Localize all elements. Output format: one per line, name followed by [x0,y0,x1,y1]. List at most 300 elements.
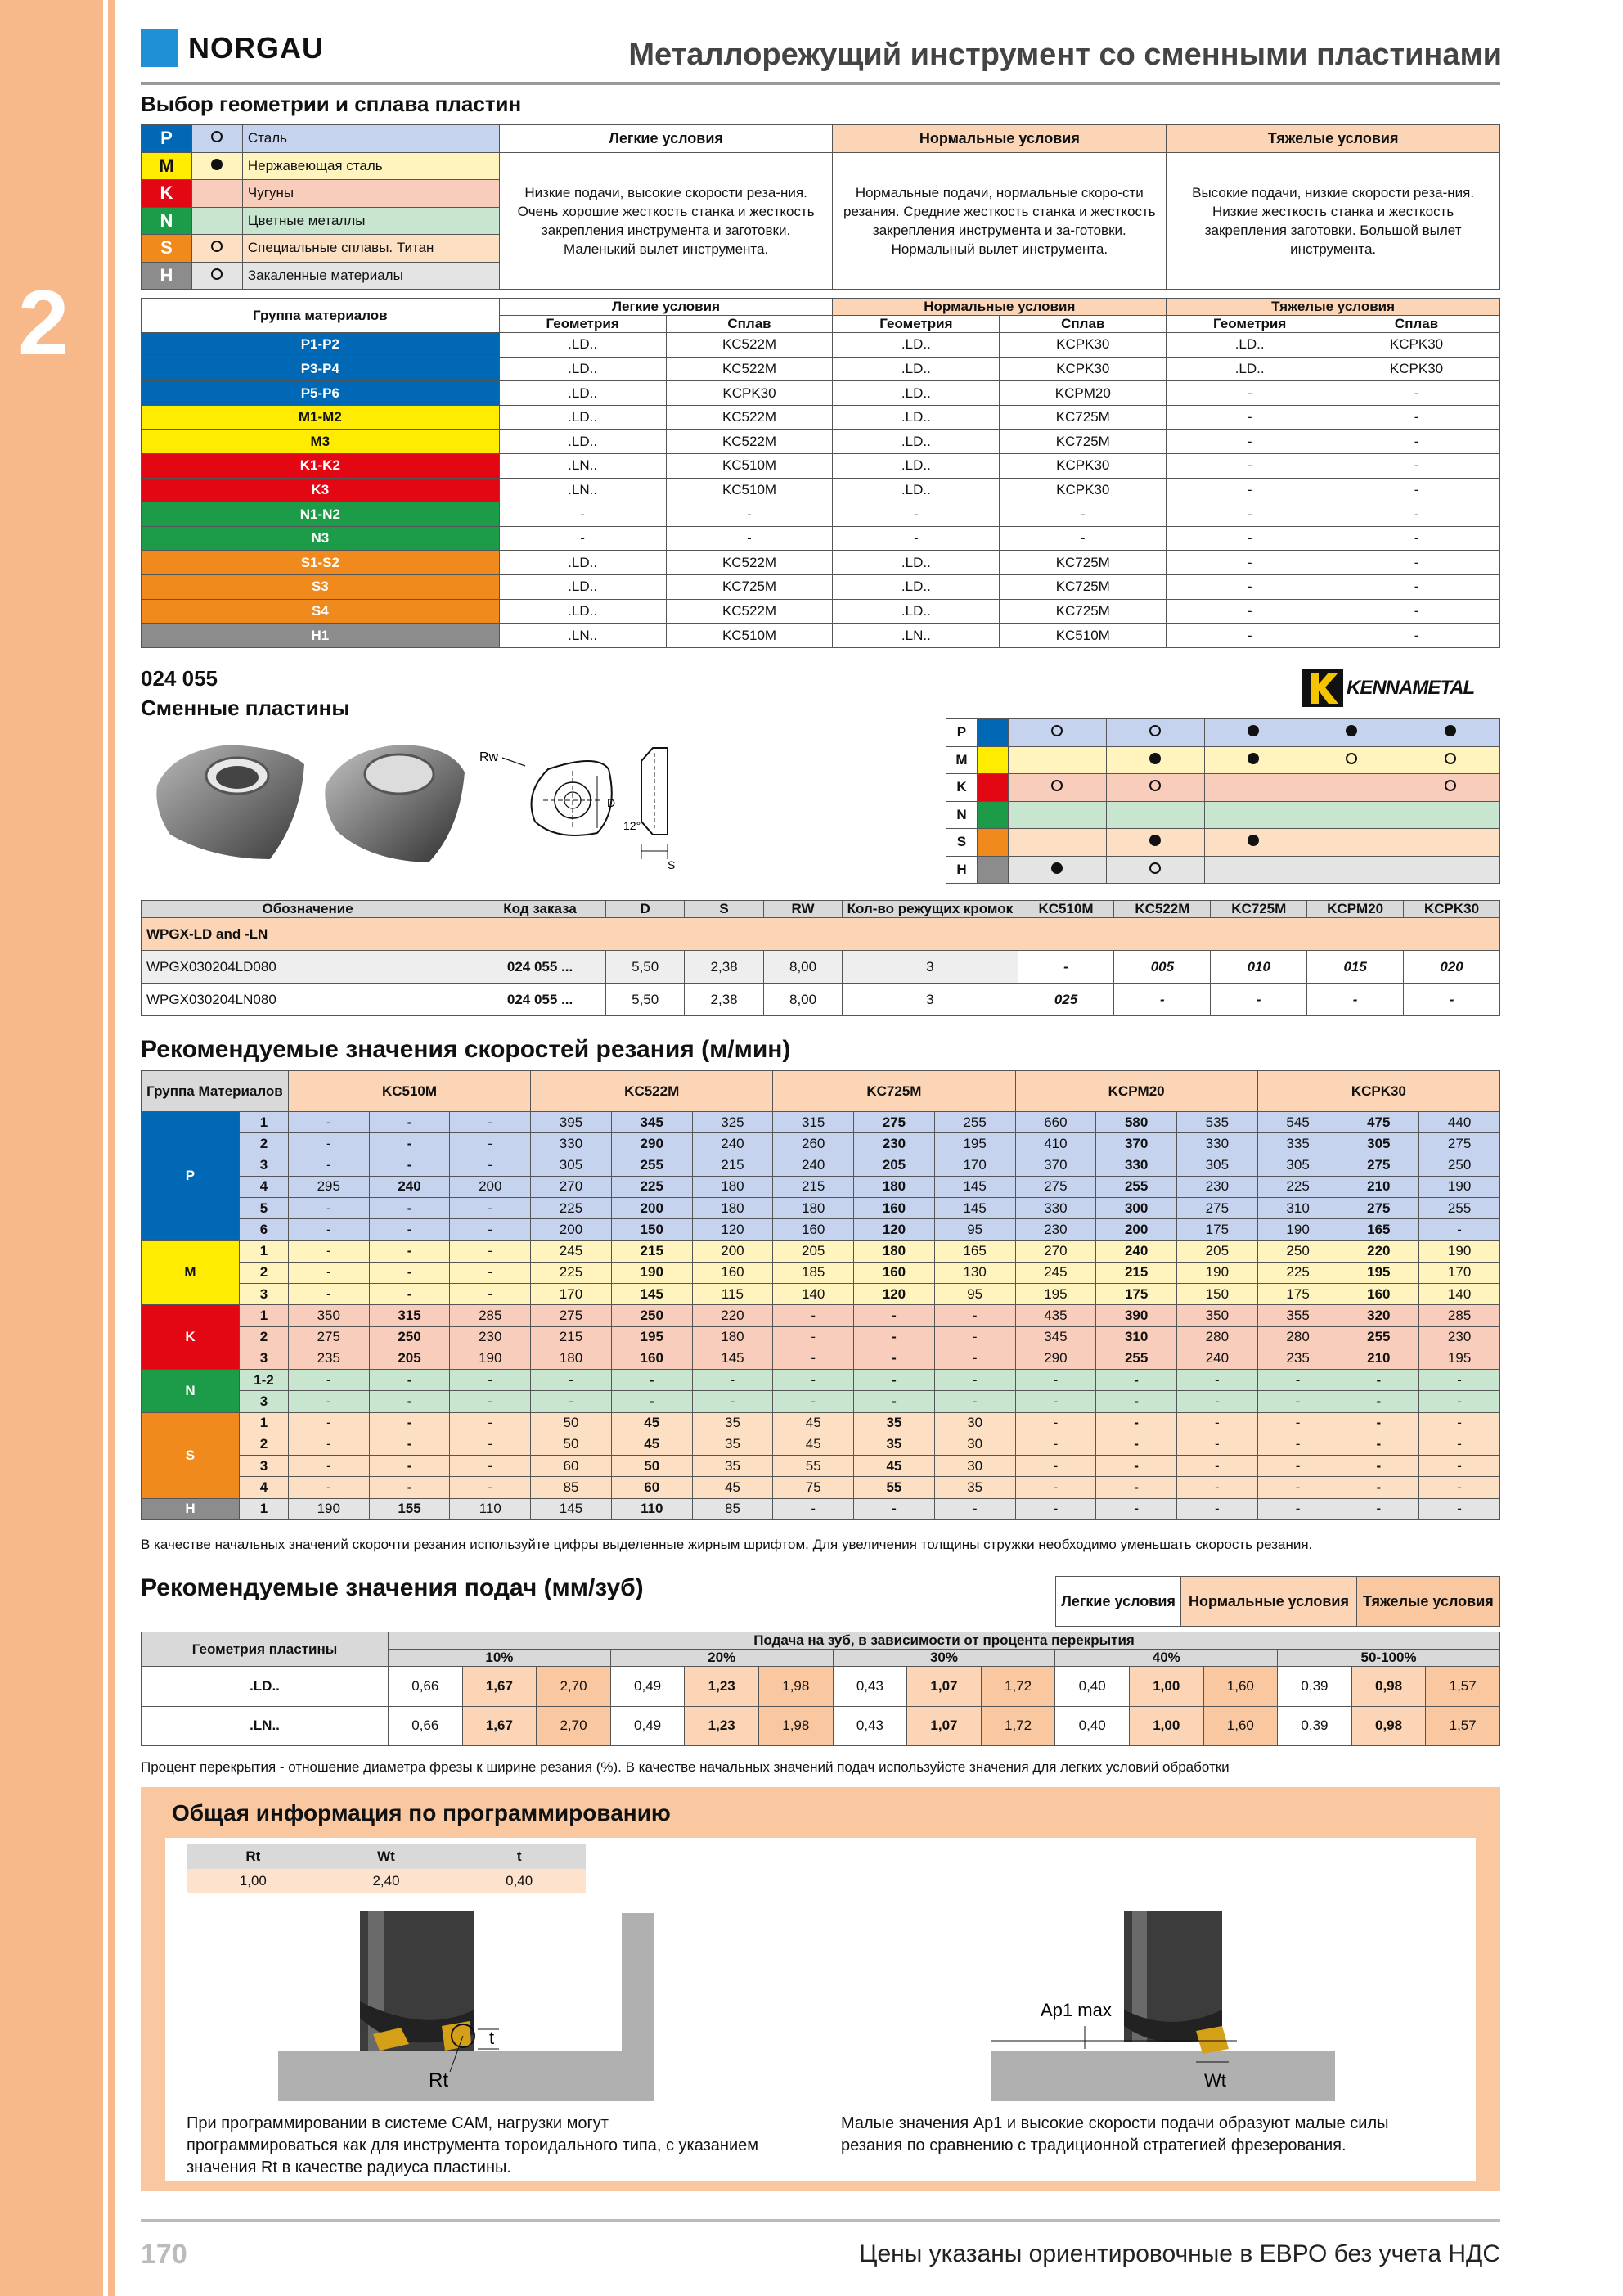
condition-header: Легкие условия [499,299,833,316]
matrix-cell [1008,829,1106,857]
speed-value: - [1338,1434,1419,1455]
rt-dim-label: Rt [429,2069,448,2091]
speed-value: 45 [773,1412,854,1434]
matrix-color-swatch [977,719,1008,747]
speed-value: - [1096,1477,1177,1498]
speed-value: 85 [531,1477,612,1498]
speed-row [142,1391,1500,1412]
speed-value: 115 [692,1284,773,1305]
insert-photo-2 [321,740,468,867]
selection-cell: - [1333,454,1500,479]
grade-availability: - [1211,984,1307,1016]
speed-value: 145 [611,1284,692,1305]
selection-row [142,526,1500,551]
material-group: M3 [142,430,500,454]
speed-value: - [288,1434,369,1455]
subgroup-number: 2 [239,1262,288,1283]
selection-cell: - [499,502,666,527]
speed-value: 315 [369,1305,450,1326]
matrix-row [946,774,1500,802]
matrix-color-swatch [977,801,1008,829]
material-name: Сталь [242,125,499,153]
matrix-material: H [946,856,978,884]
speed-value: 240 [773,1155,854,1176]
material-group: M1-M2 [142,405,500,430]
selection-row [142,478,1500,502]
selection-cell: .LD.. [499,575,666,600]
matrix-cell [1008,801,1106,829]
speed-value: - [1257,1412,1338,1434]
speed-value: 205 [854,1155,935,1176]
selection-cell: .LD.. [499,551,666,575]
speed-value: 315 [773,1112,854,1133]
condition-description: Высокие подачи, низкие скорости реза-ния. Низкие жесткость станка и жесткость закрепления заготовки. Большой вылет инструмента. [1167,152,1500,290]
speed-value: 145 [934,1176,1015,1197]
geometry-code: .LN.. [142,1706,389,1746]
selection-cell: KC510M [666,478,833,502]
speed-value: 160 [1338,1284,1419,1305]
order-header: Код заказа [474,901,606,918]
speed-row [142,1219,1500,1240]
feed-value: 1,98 [758,1706,833,1746]
speed-value: - [288,1155,369,1176]
t-value: 0,40 [506,1873,533,1889]
subgroup-number: 1 [239,1112,288,1133]
geometry-header: Геометрия [499,316,666,333]
speed-value: 255 [1419,1198,1500,1219]
selection-cell: .LD.. [833,333,1000,358]
speed-value: 250 [369,1326,450,1348]
selection-cell: KC725M [1000,575,1167,600]
speed-value: - [450,1477,531,1498]
speed-value: - [1177,1434,1258,1455]
geometry-selection-table [141,298,1500,648]
speed-value: - [1257,1477,1338,1498]
speed-value: 50 [531,1412,612,1434]
speed-value: 305 [531,1155,612,1176]
overlap-header: 10% [389,1650,611,1667]
speed-value: 215 [531,1326,612,1348]
subgroup-number: 4 [239,1477,288,1498]
material-group: P3-P4 [142,357,500,381]
speed-value: 390 [1096,1305,1177,1326]
speed-row [142,1198,1500,1219]
speed-value: - [1177,1477,1258,1498]
speed-value: - [450,1391,531,1412]
speed-value: 35 [692,1434,773,1455]
filled-dot-icon [1346,725,1357,736]
material-name: Цветные металлы [242,207,499,235]
open-circle-icon [1346,753,1357,764]
speed-value: 250 [1419,1155,1500,1176]
grade-availability: 005 [1114,951,1211,984]
matrix-cell [1400,801,1500,829]
speed-value: - [1096,1434,1177,1455]
matrix-material: M [946,746,978,774]
filled-dot-icon [1248,725,1259,736]
material-group: K [142,1305,240,1370]
selection-row [142,575,1500,600]
matrix-cell [1008,746,1106,774]
speed-row [142,1262,1500,1283]
speed-value: 305 [1338,1133,1419,1155]
selection-cell: .LD.. [833,357,1000,381]
insert-designation: WPGX030204LN080 [142,984,474,1016]
speed-row [142,1284,1500,1305]
matrix-material: P [946,719,978,747]
selection-cell: KC725M [1000,405,1167,430]
matrix-cell [1400,746,1500,774]
matrix-cell [1008,856,1106,884]
grade-availability: 010 [1211,951,1307,984]
selection-cell: KCPK30 [1333,357,1500,381]
speed-value: 330 [1177,1133,1258,1155]
speed-value: - [1419,1412,1500,1434]
speed-row [142,1326,1500,1348]
rw-label: Rw [479,750,499,764]
speed-value: 210 [1338,1176,1419,1197]
feed-value: 1,67 [462,1667,537,1707]
matrix-cell [1400,774,1500,802]
matrix-color-swatch [977,856,1008,884]
chapter-number: 2 [18,272,70,374]
selection-cell: KC725M [1000,599,1167,624]
condition-header: Легкие условия [499,125,833,153]
insert-technical-drawing [474,736,720,876]
speed-value: - [288,1133,369,1155]
material-legend-row [142,152,1500,180]
feed-value: 0,39 [1278,1706,1352,1746]
material-group: P1-P2 [142,333,500,358]
selection-cell: - [1333,575,1500,600]
speed-value: 225 [531,1198,612,1219]
matrix-cell [1400,829,1500,857]
speed-value: - [1177,1370,1258,1391]
speed-value: 285 [1419,1305,1500,1326]
grade-availability: 015 [1307,951,1404,984]
material-code: K [142,180,192,208]
speed-value: 95 [934,1219,1015,1240]
selection-cell: - [1167,502,1333,527]
feed-row [142,1706,1500,1746]
caption-right: Малые значения Ap1 и высокие скорости подачи образуют малые силы резания по сравнению с традиционной стратегией фрезерования. [841,2114,1389,2154]
edges-count: 3 [843,951,1018,984]
feed-value: 1,72 [981,1706,1055,1746]
sidebar-stripe [108,0,115,2296]
grade-availability: 025 [1018,984,1114,1016]
order-header: KC510M [1018,901,1114,918]
dim-d: 5,50 [605,984,684,1016]
speed-row [142,1412,1500,1434]
selection-cell: .LD.. [833,599,1000,624]
inserts-title: Сменные пластины [141,696,350,720]
speed-value: 145 [934,1198,1015,1219]
alloy-header: Сплав [666,316,833,333]
speed-row [142,1498,1500,1520]
feed-value: 1,60 [1203,1706,1278,1746]
speed-value: - [1015,1498,1096,1520]
selection-cell: .LD.. [499,599,666,624]
speed-value: 195 [1015,1284,1096,1305]
wt-header: Wt [377,1848,395,1864]
speed-value: 535 [1177,1112,1258,1133]
speed-value: - [611,1370,692,1391]
insert-row [142,951,1500,984]
speed-value: - [450,1412,531,1434]
subgroup-number: 2 [239,1434,288,1455]
order-header: Обозначение [142,901,474,918]
speed-value: 325 [692,1112,773,1133]
feed-value: 0,49 [610,1706,685,1746]
selection-cell: KCPK30 [1000,478,1167,502]
speed-value: - [1257,1391,1338,1412]
dim-rw: 8,00 [763,984,842,1016]
feed-value: 1,07 [907,1706,982,1746]
speed-value: - [773,1305,854,1326]
selection-cell: .LD.. [833,430,1000,454]
speed-value: - [288,1456,369,1477]
feed-value: 2,70 [537,1706,611,1746]
subgroup-number: 3 [239,1155,288,1176]
selection-cell: KC725M [666,575,833,600]
speed-value: 225 [531,1262,612,1283]
speed-value: 275 [1338,1155,1419,1176]
speed-value: 165 [1338,1219,1419,1240]
speed-value: 185 [773,1262,854,1283]
material-name: Закаленные материалы [242,262,499,290]
feed-value: 0,66 [389,1667,463,1707]
order-header: RW [763,901,842,918]
speed-value: 45 [611,1434,692,1455]
speed-value: 35 [934,1477,1015,1498]
wt-value: 2,40 [372,1873,400,1889]
selection-cell: .LN.. [833,624,1000,648]
filled-dot-icon [1149,753,1161,764]
speed-value: 175 [1177,1219,1258,1240]
subgroup-number: 1 [239,1305,288,1326]
speed-value: - [1419,1434,1500,1455]
alloy-header: KC510M [288,1071,530,1112]
matrix-row [946,719,1500,747]
speed-value: - [288,1391,369,1412]
matrix-cell [1106,719,1204,747]
geometry-header: Геометрия пластины [142,1632,389,1667]
speed-value: - [288,1412,369,1434]
speed-value: 200 [1096,1219,1177,1240]
open-circle-icon [211,268,223,280]
selection-cell: .LD.. [499,405,666,430]
material-code: N [142,207,192,235]
order-header: Кол-во режущих кромок [843,901,1018,918]
dim-s: 2,38 [685,951,763,984]
speed-value: 190 [1419,1240,1500,1262]
speed-value: - [1338,1477,1419,1498]
material-group: N3 [142,526,500,551]
wt-dim-label: Wt [1204,2070,1226,2091]
speed-value: - [773,1326,854,1348]
t-dim-label: t [489,2028,495,2048]
speed-value: - [854,1391,935,1412]
alloy-header: KCPK30 [1257,1071,1499,1112]
speed-value: 50 [611,1456,692,1477]
matrix-row [946,829,1500,857]
speed-value: - [531,1391,612,1412]
material-dot-cell [191,152,242,180]
speed-value: - [1338,1370,1419,1391]
speed-value: - [1338,1498,1419,1520]
selection-cell: - [1167,526,1333,551]
speed-value: 200 [692,1240,773,1262]
selection-cell: - [1167,454,1333,479]
selection-cell: .LD.. [499,381,666,406]
speed-value: - [692,1391,773,1412]
subgroup-number: 4 [239,1176,288,1197]
speed-value: - [450,1284,531,1305]
speed-row [142,1176,1500,1197]
matrix-cell [1106,801,1204,829]
speed-value: 180 [773,1198,854,1219]
condition-description: Нормальные подачи, нормальные скоро-сти резания. Средние жесткость станка и жесткость закрепления инструмента и за-готовки. Нормальный вылет инструмента. [833,152,1167,290]
speed-value: - [1257,1456,1338,1477]
feed-value: 0,98 [1351,1706,1426,1746]
selection-cell: - [1167,381,1333,406]
speed-value: 220 [1338,1240,1419,1262]
speed-value: 240 [1177,1348,1258,1369]
selection-cell: - [1333,502,1500,527]
speed-value: - [1015,1434,1096,1455]
selection-cell: .LD.. [1167,333,1333,358]
selection-cell: KCPK30 [666,381,833,406]
speed-value: - [450,1112,531,1133]
speed-value: - [369,1198,450,1219]
speed-value: 140 [1419,1284,1500,1305]
grade-availability: 020 [1404,951,1500,984]
insert-photo-1 [147,736,311,867]
speed-value: - [1096,1370,1177,1391]
subgroup-number: 3 [239,1284,288,1305]
speed-value: 230 [1015,1219,1096,1240]
speed-value: 235 [1257,1348,1338,1369]
speed-value: 440 [1419,1112,1500,1133]
feed-value: 1,00 [1129,1667,1203,1707]
d-label: D [607,796,616,809]
grade-application-matrix [946,718,1500,884]
feed-value: 1,07 [907,1667,982,1707]
matrix-cell [1106,774,1204,802]
filled-dot-icon [1445,725,1456,736]
rt-header: Rt [245,1848,261,1864]
speed-value: 255 [1338,1326,1419,1348]
speed-row [142,1112,1500,1133]
page-number: 170 [141,2239,187,2270]
matrix-color-swatch [977,774,1008,802]
filled-dot-icon [1051,862,1063,874]
subgroup-number: 3 [239,1391,288,1412]
selection-cell: .LD.. [833,478,1000,502]
speed-value: - [934,1370,1015,1391]
matrix-cell [1106,829,1204,857]
speed-value: 215 [773,1176,854,1197]
speed-value: 235 [288,1348,369,1369]
selection-cell: KC522M [666,551,833,575]
speed-value: 280 [1177,1326,1258,1348]
matrix-cell [1008,719,1106,747]
geometry-header: Геометрия [1167,316,1333,333]
speed-value: 275 [1015,1176,1096,1197]
material-group: K3 [142,478,500,502]
dim-rw: 8,00 [763,951,842,984]
selection-cell: KCPK30 [1000,333,1167,358]
selection-cell: - [1333,405,1500,430]
speed-value: 230 [854,1133,935,1155]
speed-value: - [1015,1370,1096,1391]
s-label: S [668,858,676,871]
speed-value: 160 [611,1348,692,1369]
speed-value: - [1177,1498,1258,1520]
kennametal-text: KENNAMETAL [1347,677,1475,699]
speed-value: - [773,1370,854,1391]
speed-value: 355 [1257,1305,1338,1326]
speed-value: 85 [692,1498,773,1520]
grade-availability: - [1404,984,1500,1016]
selection-cell: .LD.. [833,454,1000,479]
feed-value: 1,23 [685,1706,759,1746]
speed-value: - [934,1326,1015,1348]
selection-cell: KC522M [666,599,833,624]
feed-value: 1,72 [981,1667,1055,1707]
speed-value: 190 [1257,1219,1338,1240]
material-group: S4 [142,599,500,624]
speed-value: 195 [1338,1262,1419,1283]
subgroup-number: 1-2 [239,1370,288,1391]
feed-value: 1,57 [1426,1706,1500,1746]
selection-cell: - [666,502,833,527]
selection-cell: - [1167,599,1333,624]
speed-value: 45 [773,1434,854,1455]
speed-value: - [450,1456,531,1477]
speed-row [142,1240,1500,1262]
speed-value: 160 [773,1219,854,1240]
subgroup-number: 6 [239,1219,288,1240]
speeds-title: Рекомендуемые значения скоростей резания (м/мин) [141,1036,791,1063]
conditions-legend [1055,1576,1500,1627]
speed-value: - [288,1112,369,1133]
feed-value: 0,43 [833,1667,907,1707]
material-dot-cell [191,235,242,263]
kennametal-k-icon [1302,669,1343,707]
speed-value: 230 [450,1326,531,1348]
speed-value: 155 [369,1498,450,1520]
speed-value: - [1096,1456,1177,1477]
speed-value: 275 [1338,1198,1419,1219]
speed-value: 290 [611,1133,692,1155]
material-dot-cell [191,125,242,153]
title-divider [141,82,1500,85]
selection-row [142,381,1500,406]
speed-value: - [1015,1456,1096,1477]
speed-value: - [1096,1498,1177,1520]
matrix-cell [1204,829,1302,857]
feed-value: 0,43 [833,1706,907,1746]
speed-value: 350 [288,1305,369,1326]
selection-cell: - [1167,405,1333,430]
speed-value: 30 [934,1456,1015,1477]
speed-value: 230 [1177,1176,1258,1197]
speed-value: 240 [692,1133,773,1155]
selection-cell: - [1167,551,1333,575]
speed-value: 60 [531,1456,612,1477]
selection-cell: .LD.. [833,381,1000,406]
